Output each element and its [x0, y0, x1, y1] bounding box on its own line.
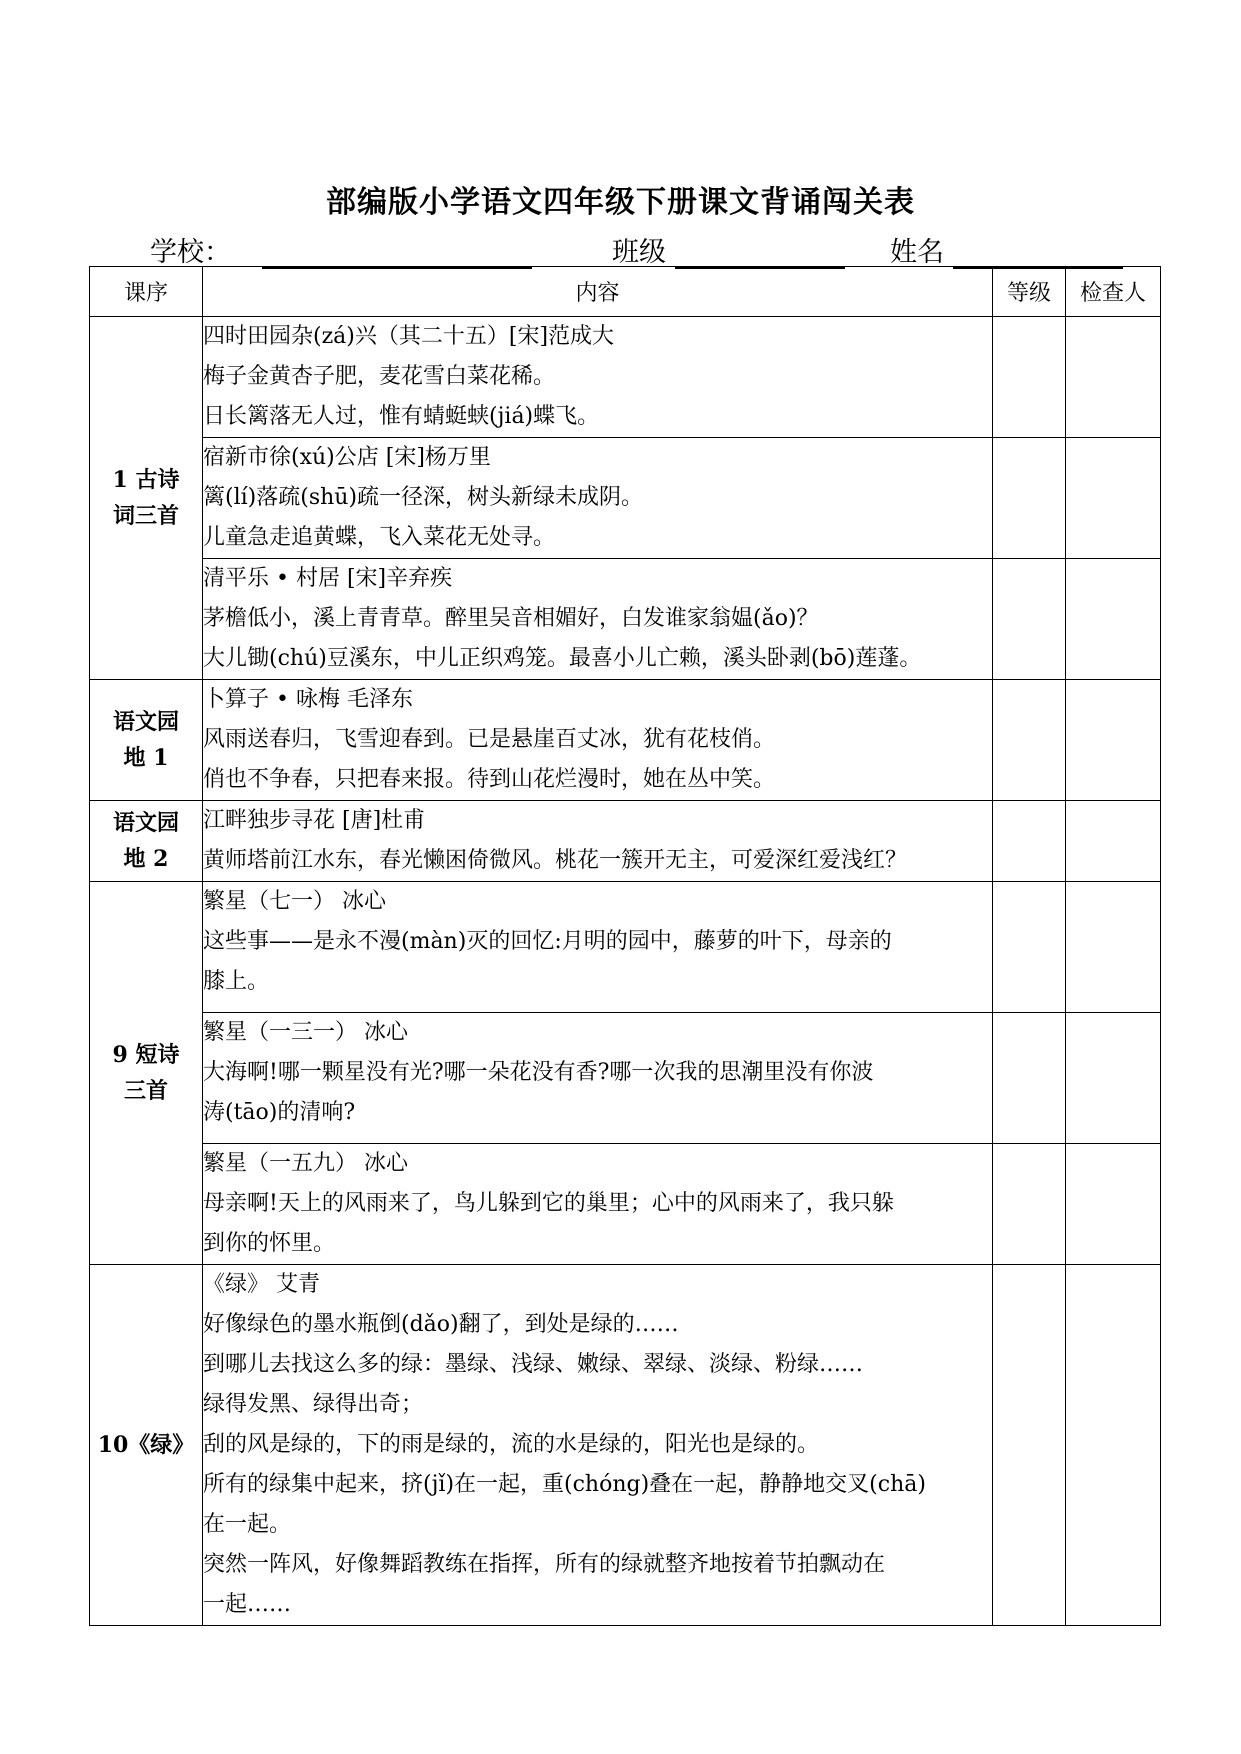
lesson-cell	[90, 882, 203, 1265]
grade-cell[interactable]	[993, 680, 1066, 801]
recitation-table	[89, 266, 1161, 1626]
poem-text-line: 一起……	[203, 1592, 292, 1617]
school-label: 学校：	[150, 237, 231, 268]
poem-title-line: 卜算子 • 咏梅 毛泽东	[203, 687, 413, 712]
grade-cell[interactable]	[993, 317, 1066, 438]
poem-title-line: 《绿》 艾青	[203, 1272, 320, 1297]
poem-text-line: 膝上。	[203, 969, 270, 994]
lesson-label-line: 9 短诗	[112, 1042, 180, 1068]
grade-cell[interactable]	[993, 1144, 1066, 1265]
lesson-label-line: 10《绿》	[97, 1432, 195, 1458]
poem-text-line: 在一起。	[203, 1512, 292, 1537]
checker-cell[interactable]	[1066, 317, 1161, 438]
poem-text-line: 绿得发黑、绿得出奇；	[203, 1392, 424, 1417]
poem-text-line: 梅子金黄杏子肥，麦花雪白菜花稀。	[203, 364, 556, 389]
checker-cell[interactable]	[1066, 801, 1161, 882]
table-row	[90, 559, 1161, 680]
class-label: 班级	[612, 237, 666, 268]
lesson-label-line: 词三首	[112, 503, 179, 529]
checker-cell[interactable]	[1066, 559, 1161, 680]
school-field	[150, 230, 532, 268]
poem-text-line: 好像绿色的墨水瓶倒(dǎo)翻了，到处是绿的……	[203, 1312, 679, 1337]
table-row	[90, 680, 1161, 801]
lesson-label-line: 语文园	[112, 709, 179, 735]
poem-title-line: 繁星（七一） 冰心	[203, 889, 386, 914]
poem-title-line: 江畔独步寻花 [唐]杜甫	[203, 808, 426, 833]
page-title: 部编版小学语文四年级下册课文背诵闯关表	[326, 185, 915, 220]
poem-text-line: 到你的怀里。	[203, 1231, 336, 1256]
header-checker: 检查人	[1066, 267, 1161, 317]
poem-title-line: 宿新市徐(xú)公店 [宋]杨万里	[203, 445, 491, 470]
lesson-cell	[90, 1265, 203, 1626]
header-content: 内容	[203, 267, 993, 317]
checker-cell[interactable]	[1066, 438, 1161, 559]
grade-cell[interactable]	[993, 1013, 1066, 1144]
poem-title-line: 四时田园杂(zá)兴（其二十五）[宋]范成大	[203, 324, 615, 349]
poem-title-line: 繁星（一三一） 冰心	[203, 1020, 408, 1045]
checker-cell[interactable]	[1066, 882, 1161, 1013]
lesson-label-line: 1 古诗	[112, 467, 180, 493]
content-cell	[203, 882, 993, 1013]
lesson-cell	[90, 680, 203, 801]
poem-text-line: 俏也不争春，只把春来报。待到山花烂漫时，她在丛中笑。	[203, 767, 776, 792]
grade-cell[interactable]	[993, 438, 1066, 559]
poem-text-line: 大海啊!哪一颗星没有光?哪一朵花没有香?哪一次我的思潮里没有你波	[203, 1060, 874, 1085]
content-cell	[203, 438, 993, 559]
poem-text-line: 刮的风是绿的，下的雨是绿的，流的水是绿的，阳光也是绿的。	[203, 1432, 820, 1457]
checker-cell[interactable]	[1066, 680, 1161, 801]
poem-text-line: 大儿锄(chú)豆溪东，中儿正织鸡笼。最喜小儿亡赖，溪头卧剥(bō)莲蓬。	[203, 646, 922, 671]
header-grade: 等级	[993, 267, 1066, 317]
header-lesson: 课序	[90, 267, 203, 317]
poem-text-line: 母亲啊!天上的风雨来了，鸟儿躲到它的巢里；心中的风雨来了，我只躲	[203, 1191, 894, 1216]
name-label: 姓名	[890, 237, 944, 268]
table-header-row	[90, 267, 1161, 317]
poem-title-line: 清平乐 • 村居 [宋]辛弃疾	[203, 566, 453, 591]
table-row	[90, 317, 1161, 438]
lesson-label-line: 三首	[123, 1078, 168, 1104]
poem-text-line: 儿童急走追黄蝶，飞入菜花无处寻。	[203, 525, 556, 550]
poem-text-line: 风雨送春归，飞雪迎春到。已是悬崖百丈冰，犹有花枝俏。	[203, 727, 776, 752]
content-cell	[203, 1013, 993, 1144]
checker-cell[interactable]	[1066, 1144, 1161, 1265]
poem-text-line: 茅檐低小，溪上青青草。醉里吴音相媚好，白发谁家翁媪(ǎo)？	[203, 606, 819, 631]
checker-cell[interactable]	[1066, 1013, 1161, 1144]
class-field	[612, 230, 845, 268]
class-blank-line[interactable]	[675, 237, 845, 269]
poem-text-line: 黄师塔前江水东，春光懒困倚微风。桃花一簇开无主，可爱深红爱浅红？	[203, 848, 908, 873]
content-cell	[203, 801, 993, 882]
name-blank-line[interactable]	[953, 237, 1123, 269]
table-row	[90, 1265, 1161, 1626]
poem-text-line: 所有的绿集中起来，挤(jǐ)在一起，重(chóng)叠在一起，静静地交叉(chā)	[203, 1472, 926, 1497]
poem-text-line: 这些事——是永不漫(màn)灭的回忆:月明的园中，藤萝的叶下，母亲的	[203, 929, 892, 954]
poem-text-line: 日长篱落无人过，惟有蜻蜓蛱(jiá)蝶飞。	[203, 404, 600, 429]
grade-cell[interactable]	[993, 1265, 1066, 1626]
table-row	[90, 882, 1161, 1013]
school-blank-line[interactable]	[262, 237, 532, 269]
table-row	[90, 438, 1161, 559]
grade-cell[interactable]	[993, 801, 1066, 882]
poem-title-line: 繁星（一五九） 冰心	[203, 1151, 408, 1176]
lesson-label-line: 地 1	[123, 745, 169, 771]
content-cell	[203, 559, 993, 680]
lesson-label-line: 地 2	[123, 846, 169, 872]
content-cell	[203, 317, 993, 438]
name-field	[890, 230, 1123, 268]
table-row	[90, 1144, 1161, 1265]
table-row	[90, 1013, 1161, 1144]
table-row	[90, 801, 1161, 882]
poem-text-line: 涛(tāo)的清响?	[203, 1100, 356, 1125]
content-cell	[203, 1144, 993, 1265]
grade-cell[interactable]	[993, 882, 1066, 1013]
checker-cell[interactable]	[1066, 1265, 1161, 1626]
lesson-cell	[90, 317, 203, 680]
grade-cell[interactable]	[993, 559, 1066, 680]
content-cell	[203, 1265, 993, 1626]
poem-text-line: 突然一阵风，好像舞蹈教练在指挥，所有的绿就整齐地按着节拍飘动在	[203, 1552, 886, 1577]
lesson-label-line: 语文园	[112, 810, 179, 836]
poem-text-line: 篱(lí)落疏(shū)疏一径深，树头新绿未成阴。	[203, 485, 644, 510]
poem-text-line: 到哪儿去找这么多的绿：墨绿、浅绿、嫩绿、翠绿、淡绿、粉绿……	[203, 1352, 864, 1377]
lesson-cell	[90, 801, 203, 882]
content-cell	[203, 680, 993, 801]
